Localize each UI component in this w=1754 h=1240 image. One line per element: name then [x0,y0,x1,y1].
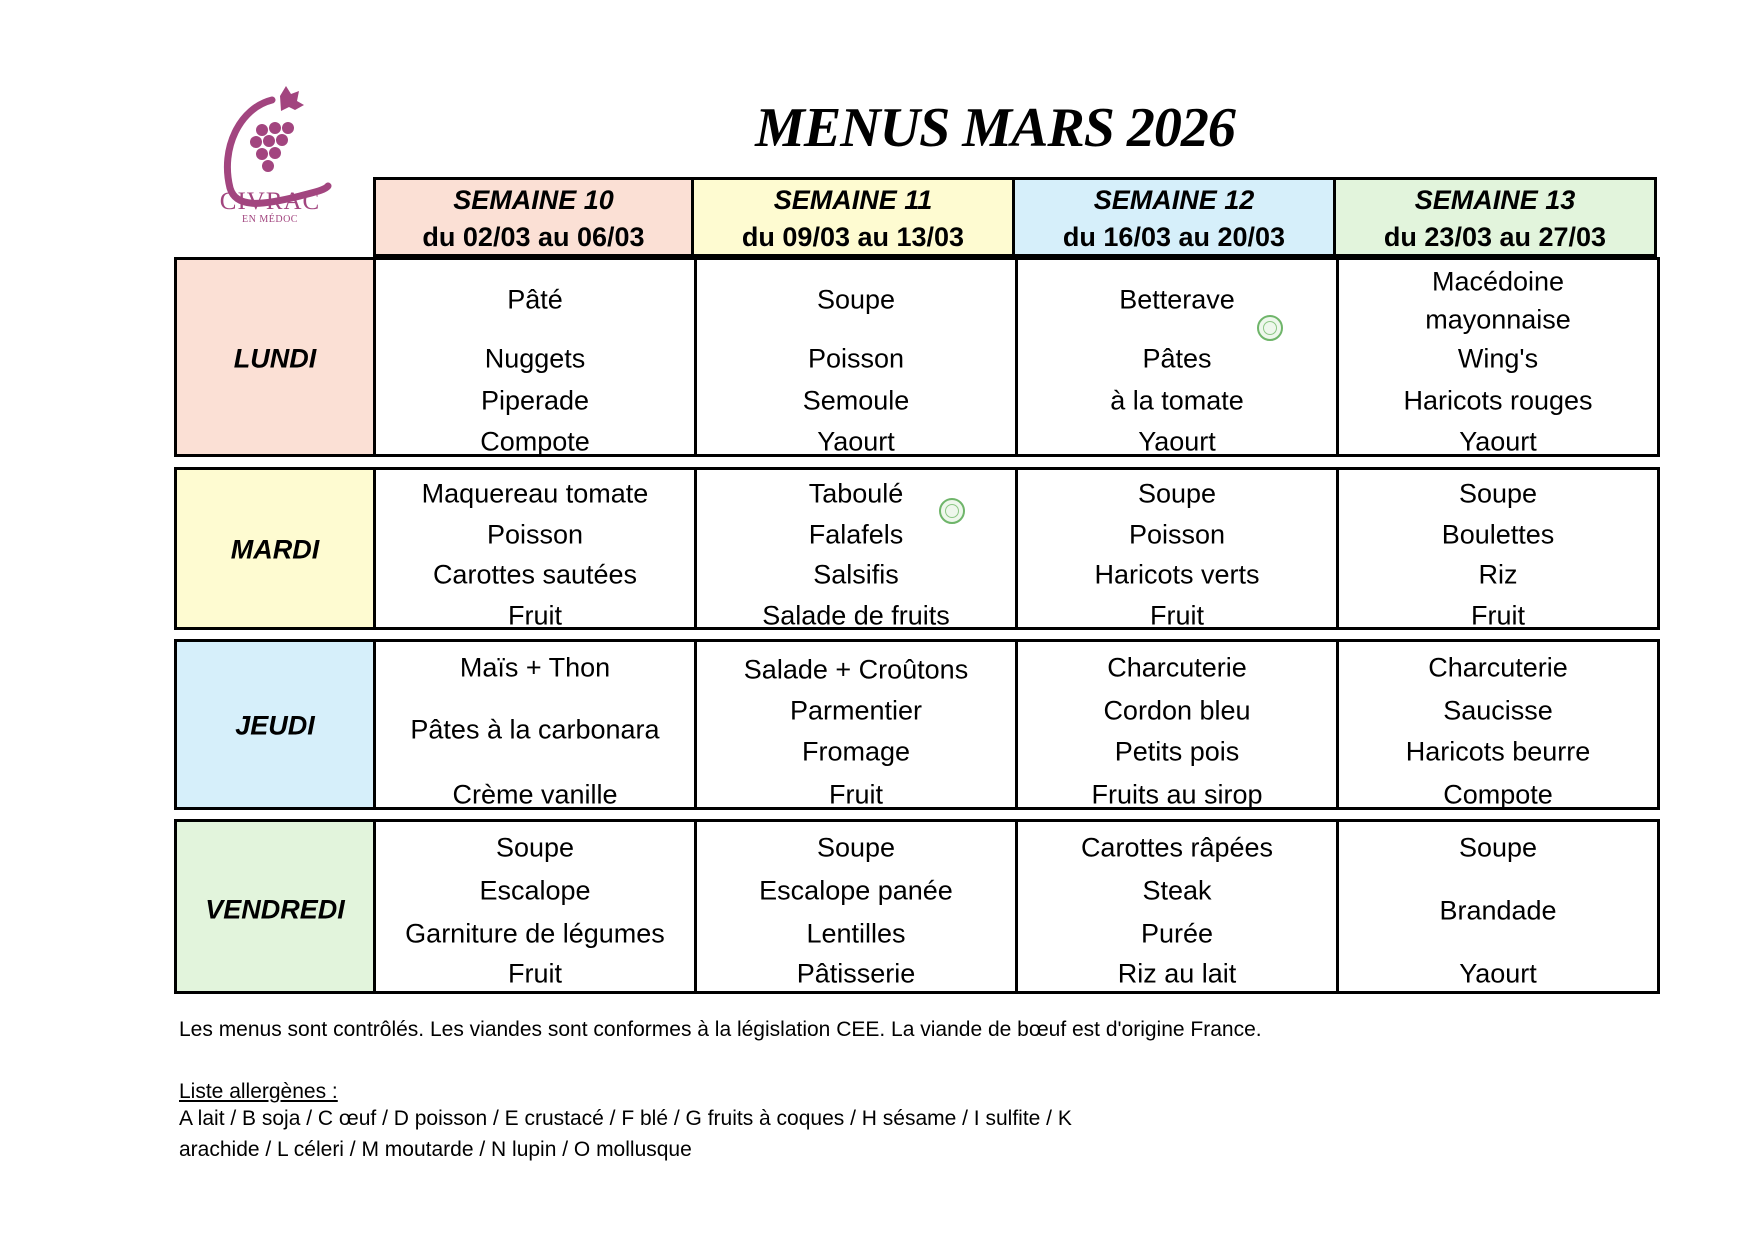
week-dates: du 09/03 au 13/03 [741,222,965,252]
menu-item: Poisson [1128,519,1226,550]
menu-item: Falafels [808,519,904,550]
menu-cell [1015,639,1339,810]
menu-item: Carottes râpées [1080,832,1274,863]
day-label-cell-jeudi [174,639,376,810]
menu-item: Salade + Croûtons [743,654,969,685]
menu-item: Purée [1140,918,1214,949]
menu-item: Taboulé [808,478,904,509]
menu-item: Yaourt [817,426,895,457]
week-dates: du 23/03 au 27/03 [1383,222,1607,252]
menu-cell [1015,257,1339,457]
menu-item: Fruit [508,958,562,989]
week-dates: du 16/03 au 20/03 [1062,222,1286,252]
menu-item: Soupe [1458,478,1538,509]
menu-cell [373,467,697,630]
week-header-12 [1012,177,1336,257]
menu-item: Riz au lait [1117,958,1237,989]
menu-item: Maïs + Thon [459,652,611,683]
week-header-10 [373,177,694,257]
menu-item: Salsifis [813,559,899,590]
menu-item: Saucisse [1443,695,1553,726]
week-header-13 [1333,177,1657,257]
menu-cell [373,257,697,457]
week-dates: du 02/03 au 06/03 [422,222,645,252]
menu-item: Fruits au sirop [1091,779,1263,810]
organic-label-icon [1257,315,1283,341]
menu-item: Pâtisserie [796,958,916,989]
menu-item: Soupe [816,284,896,315]
menu-item: Parmentier [789,695,923,726]
menu-cell [373,639,697,810]
menu-item: Brandade [1439,895,1557,926]
page-title: MENUS MARS 2026 [755,97,1235,159]
day-label: MARDI [230,534,320,565]
menu-item: Fruit [508,600,562,631]
menu-item: Fromage [801,736,911,767]
menu-item: Poisson [486,519,584,550]
menu-item: Escalope [479,875,591,906]
logo-name: CIVRAC [219,188,321,215]
menu-item: Soupe [495,832,575,863]
menu-item: Fruit [1150,600,1204,631]
menu-item: Pâtes [1142,343,1212,374]
menu-item: Riz [1478,559,1518,590]
menu-item: Soupe [1137,478,1217,509]
organic-label-icon [939,498,965,524]
menu-cell [1015,467,1339,630]
menu-item: Soupe [1458,832,1538,863]
week-label: SEMAINE 12 [1093,185,1255,215]
allergen-list-title: Liste allergènes : [179,1080,338,1103]
day-label-cell-mardi [174,467,376,630]
menu-item: Carottes sautées [432,559,638,590]
menu-item: Haricots verts [1094,559,1260,590]
menu-item: Pâtes à la carbonara [410,714,660,745]
menu-item: Steak [1142,875,1212,906]
menu-item: Betterave [1119,284,1235,315]
menu-item: Boulettes [1441,519,1555,550]
menu-item: Salade de fruits [762,600,950,631]
day-label-cell-vendredi [174,819,376,994]
menu-item: Cordon bleu [1103,695,1251,726]
menu-item: Piperade [480,385,590,416]
day-label: VENDREDI [205,894,345,925]
day-label: JEUDI [235,710,315,741]
menu-cell [1336,467,1660,630]
menu-item: Escalope panée [759,875,953,906]
week-label: SEMAINE 11 [773,185,933,215]
menu-item: Maquereau tomate [421,478,649,509]
allergen-list-line-1: A lait / B soja / C œuf / D poisson / E crustacé / F blé / G fruits à coques / H sésame / I sulfite / K [179,1107,1072,1130]
menu-cell [1336,639,1660,810]
day-label-cell-lundi [174,257,376,457]
allergen-list-line-2: arachide / L céleri / M moutarde / N lupin / O mollusque [179,1138,692,1161]
day-label: LUNDI [233,343,317,374]
menu-item: Haricots beurre [1405,736,1591,767]
menu-item: Pâté [507,284,563,315]
menu-cell [694,257,1018,457]
menu-item: Macédoine [1431,266,1565,297]
menu-item: Nuggets [484,343,586,374]
menu-cell [1336,819,1660,994]
menu-item: mayonnaise [1425,304,1571,335]
menu-item: Wing's [1457,343,1539,374]
menu-item: Semoule [802,385,910,416]
menu-item: Soupe [816,832,896,863]
logo-subtitle: EN MÉDOC [242,214,298,225]
menu-cell [694,819,1018,994]
menu-cell [373,819,697,994]
menu-item: Yaourt [1459,958,1537,989]
menu-item: Poisson [807,343,905,374]
menu-item: Charcuterie [1107,652,1247,683]
footer-note: Les menus sont contrôlés. Les viandes sont conformes à la législation CEE. La viande de bœuf est d'origine France. [179,1018,1262,1041]
menu-item: Compote [1443,779,1553,810]
menu-item: Yaourt [1138,426,1216,457]
menu-cell [1015,819,1339,994]
week-header-11 [691,177,1015,257]
menu-item: Charcuterie [1428,652,1568,683]
menu-item: Lentilles [806,918,906,949]
week-label: SEMAINE 10 [453,185,614,215]
menu-item: Garniture de légumes [405,918,665,949]
menu-cell [694,639,1018,810]
menu-item: à la tomate [1110,385,1244,416]
menu-item: Haricots rouges [1403,385,1593,416]
menu-item: Yaourt [1459,426,1537,457]
menu-cell [694,467,1018,630]
menu-item: Compote [480,426,590,457]
menu-cell [1336,257,1660,457]
menu-item: Crème vanille [452,779,618,810]
menu-item: Petits pois [1114,736,1240,767]
menu-item: Fruit [1471,600,1525,631]
week-label: SEMAINE 13 [1414,185,1576,215]
menu-item: Fruit [829,779,883,810]
